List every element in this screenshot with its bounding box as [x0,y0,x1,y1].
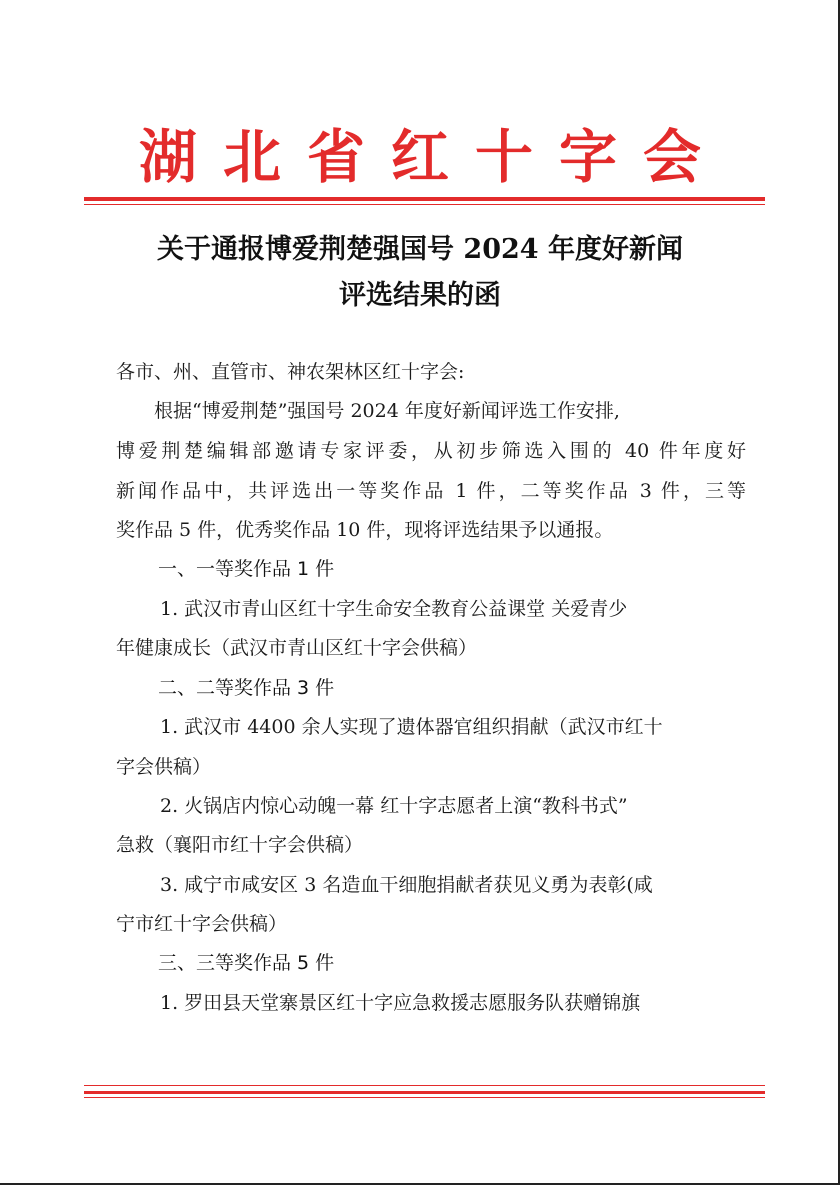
document-title-line-1: 关于通报博爱荆楚强国号 2024 年度好新闻 [157,234,683,265]
salutation: 各市、州、直管市、神农架林区红十字会: [116,361,465,383]
second-item-1-line-2: 字会供稿） [116,756,212,778]
intro-line-1: 根据“博爱荆楚”强国号 2024 年度好新闻评选工作安排, [154,400,620,422]
document-title-line-2: 评选结果的函 [339,280,501,311]
section-first-heading: 一、一等奖作品 1 件 [158,558,335,580]
footer-rule-thick [84,1091,765,1094]
second-item-3-line-1: 3. 咸宁市咸安区 3 名造血干细胞捐献者获见义勇为表彰(咸 [160,874,653,896]
second-item-3-line-2: 宁市红十字会供稿） [116,913,288,935]
footer-rule-thin-top [84,1085,765,1086]
intro-line-3: 新闻作品中，共评选出一等奖作品 1 件，二等奖作品 3 件，三等 [116,480,746,502]
intro-line-4: 奖作品 5 件，优秀奖作品 10 件，现将评选结果予以通报。 [116,519,614,541]
third-item-1-line-1: 1. 罗田县天堂寨景区红十字应急救援志愿服务队获赠锦旗 [160,992,641,1014]
first-item-1-line-2: 年健康成长（武汉市青山区红十字会供稿） [116,637,478,659]
footer-rule-thin [84,1097,765,1098]
letterhead-rule-thick [84,197,765,201]
first-item-1-line-1: 1. 武汉市青山区红十字生命安全教育公益课堂 关爱青少 [160,598,628,620]
section-second-heading: 二、二等奖作品 3 件 [158,677,335,699]
second-item-1-line-1: 1. 武汉市 4400 余人实现了遗体器官组织捐献（武汉市红十 [160,716,663,738]
letterhead-rule-thin [84,204,765,205]
intro-line-2: 博爱荆楚编辑部邀请专家评委，从初步筛选入围的 40 件年度好 [116,440,746,462]
second-item-2-line-1: 2. 火锅店内惊心动魄一幕 红十字志愿者上演“教科书式” [160,795,628,817]
second-item-2-line-2: 急救（襄阳市红十字会供稿） [116,834,364,856]
letterhead-org-name: 湖北省红十字会 [138,123,727,191]
section-third-heading: 三、三等奖作品 5 件 [158,952,335,974]
